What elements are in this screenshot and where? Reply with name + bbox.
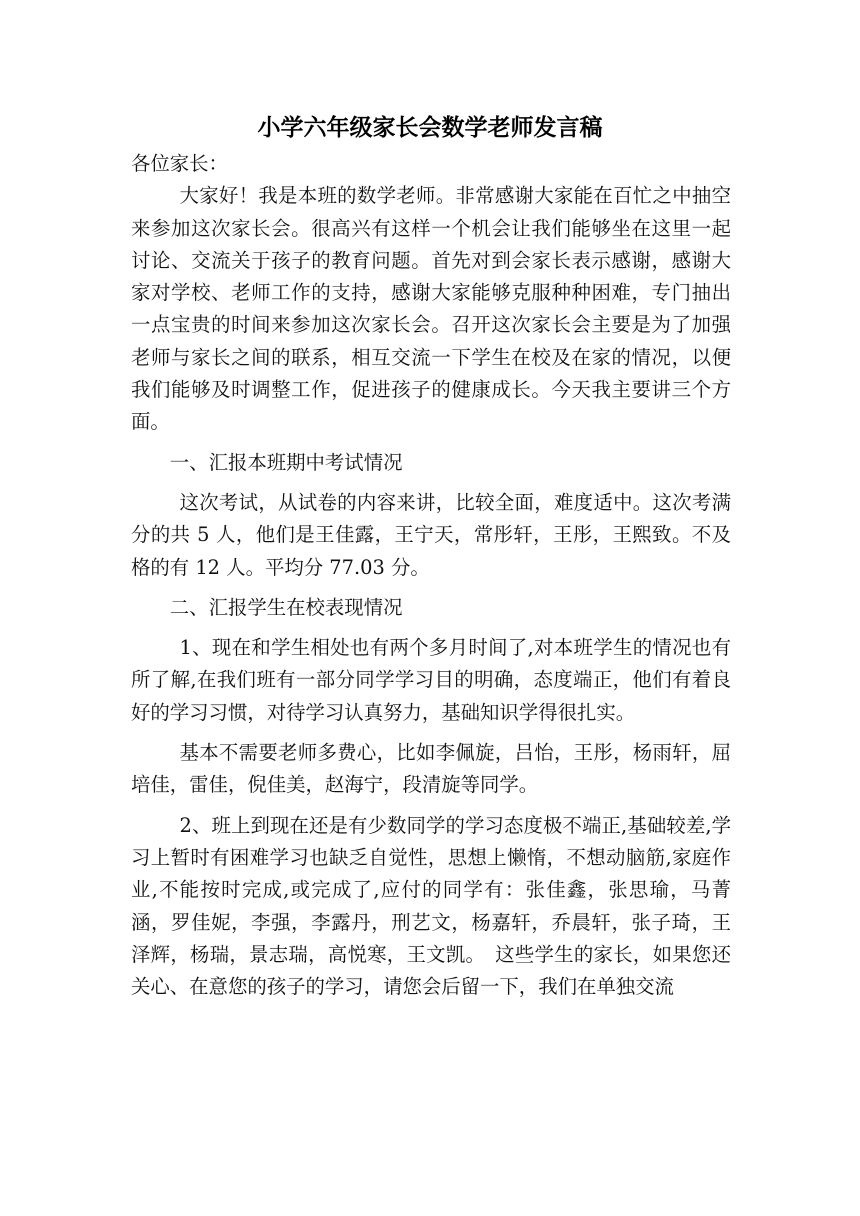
exam-results-paragraph: 这次考试，从试卷的内容来讲，比较全面，难度适中。这次考满分的共 5 人，他们是王佳露，王宁天，常彤轩，王彤，王熙致。不及格的有 12 人。平均分 77.03 分。 [131, 490, 731, 579]
section-heading-exam: 一、汇报本班期中考试情况 [169, 450, 403, 474]
intro-paragraph: 大家好！我是本班的数学老师。非常感谢大家能在百忙之中抽空来参加这次家长会。很高兴有这样一个机会让我们能够坐在这里一起讨论、交流关于孩子的教育问题。首先对到会家长表示感谢，感谢大家对学校、老师工作的支持，感谢大家能够克服种种困难，专门抽出一点宝贵的时间来参加这次家长会。召开这次家长会主要是为了加强老师与家长之间的联系，相互交流一下学生在校及在家的情况，以便我们能够及时调整工作，促进孩子的健康成长。今天我主要讲三个方面。 [131, 184, 731, 434]
performance-point-2: 2、班上到现在还是有少数同学的学习态度极不端正,基础较差,学习上暂时有困难学习也缺乏自觉性，思想上懒惰，不想动脑筋,家庭作业,不能按时完成,或完成了,应付的同学有：张佳鑫，张思瑜，马菁涵，罗佳妮，李强，李露丹，刑艺文，杨嘉轩，乔晨轩，张子琦，王泽辉，杨瑞，景志瑞，高悦寒，王文凯。 这些学生的家长，如果您还关心、在意您的孩子的学习，请您会后留一下，我们在单独交流 [131, 813, 731, 999]
greeting: 各位家长： [131, 152, 228, 175]
document-title: 小学六年级家长会数学老师发言稿 [257, 115, 603, 141]
performance-point-1-continued: 基本不需要老师多费心，比如李佩旋，吕怡，王彤，杨雨轩，屈培佳，雷佳，倪佳美，赵海宁，段清旋等同学。 [131, 741, 731, 797]
document-body [131, 148, 731, 1003]
performance-point-1: 1、现在和学生相处也有两个多月时间了,对本班学生的情况也有所了解,在我们班有一部分同学学习目的明确，态度端正，他们有着良好的学习习惯，对待学习认真努力，基础知识学得很扎实。 [131, 636, 731, 724]
section-heading-performance: 二、汇报学生在校表现情况 [169, 595, 403, 619]
